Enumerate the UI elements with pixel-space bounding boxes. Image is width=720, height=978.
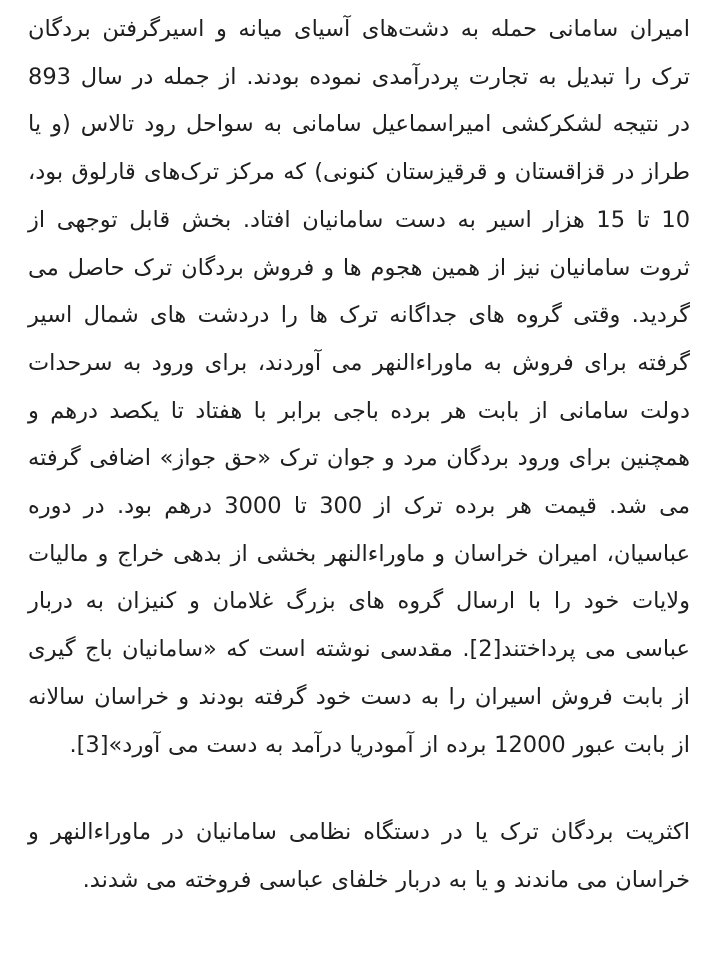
article-page	[0, 6, 720, 978]
paragraph-text: امیران سامانی حمله به دشت‌های آسیای میانه و اسیرگرفتن بردگان ترک را تبدیل به تجارت پردرآمدی نموده بودند. از جمله در سال 893 در نتیجه لشکرکشی امیراسماعیل سامانی به سواحل رود تالاس (و یا طراز در قزاقستان و قرقیزستان کنونی) که مرکز ترک‌های قارلوق بود، 10 تا 15 هزار اسیر به دست سامانیان افتاد. بخش قابل توجهی از ثروت سامانیان نیز از همین هجوم ها و فروش بردگان ترک حاصل می گردید. وقتی گروه های جداگانه ترک ها را دردشت های شمال اسیر گرفته برای فروش به ماوراءالنهر می آوردند، برای ورود به سرحدات دولت سامانی از بابت هر برده باجی برابر با هفتاد تا یکصد درهم و همچنین برای ورود بردگان مرد و جوان ترک «حق جواز» اضافی گرفته می شد. قیمت هر برده ترک از 300 تا 3000 درهم بود. در دوره عباسیان، امیران خراسان و ماوراءالنهر بخشی از بدهی خراج و مالیات ولایات خود را با ارسال گروه های بزرگ غلامان و کنیزان به دربار عباسی می پرداختند	[28, 16, 691, 663]
paragraph-text: .	[69, 731, 77, 758]
paragraph-text: . مقدسی نوشته است که «سامانیان باج گیری از بابت فروش اسیران را به دست خود گرفته بودند و خراسان سالانه از بابت عبور 12000 برده از آمودریا درآمد به دست می آورد»	[28, 636, 690, 758]
article-paragraph	[28, 6, 690, 769]
article-paragraph: اکثریت بردگان ترک یا در دستگاه نظامی سامانیان در ماوراءالنهر و خراسان می ماندند و یا به دربار خلفای عباسی فروخته می شدند.	[28, 819, 690, 893]
citation-link[interactable]: [3]	[76, 731, 109, 758]
citation-link[interactable]: [2]	[469, 636, 502, 663]
